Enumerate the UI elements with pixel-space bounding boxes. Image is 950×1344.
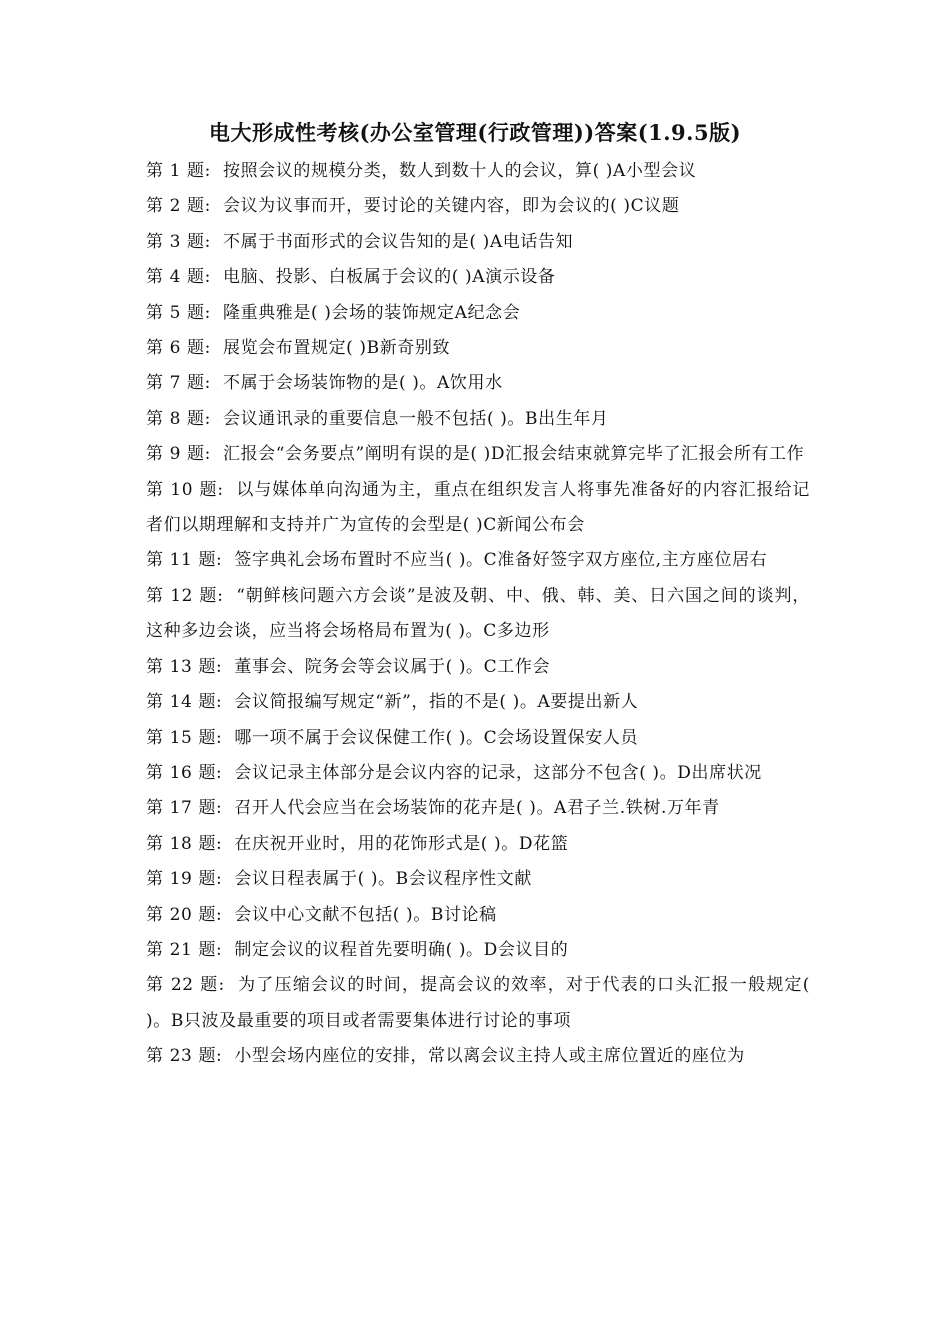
question-item [146,154,810,189]
question-item [146,721,810,756]
question-item [146,260,810,295]
question-text: 召开人代会应当在会场装饰的花卉是( )。A君子兰.铁树.万年青 [234,798,720,819]
question-number: 第 20 题: [146,904,223,925]
question-text: 董事会、院务会等会议属于( )。C工作会 [234,656,551,677]
question-item [146,827,810,862]
question-text: 会议简报编写规定“新”，指的不是( )。A要提出新人 [234,692,639,713]
question-number: 第 18 题: [146,833,223,854]
question-number: 第 13 题: [146,656,223,677]
question-number: 第 14 题: [146,692,223,713]
question-text: 小型会场内座位的安排，常以离会议主持人或主席位置近的座位为 [234,1046,745,1067]
question-number: 第 21 题: [146,939,223,960]
question-item [146,437,810,472]
question-item [146,366,810,401]
question-number: 第 23 题: [146,1046,223,1067]
question-text: 在庆祝开业时，用的花饰形式是( )。D花篮 [234,833,569,854]
question-item [146,685,810,720]
question-text: 会议日程表属于( )。B会议程序性文献 [234,869,532,890]
question-item [146,756,810,791]
question-text: 不属于会场装饰物的是( )。A饮用水 [222,373,503,394]
question-text: 隆重典雅是( )会场的装饰规定A纪念会 [222,302,521,323]
question-item [146,225,810,260]
question-text: 哪一项不属于会议保健工作( )。C会场设置保安人员 [234,727,639,748]
question-text: 会议通讯录的重要信息一般不包括( )。B出生年月 [222,408,609,429]
question-text: 电脑、投影、白板属于会议的( )A演示设备 [222,267,556,288]
question-text: 不属于书面形式的会议告知的是( )A电话告知 [222,231,574,252]
question-text: 汇报会“会务要点”阐明有误的是( )D汇报会结束就算完毕了汇报会所有工作 [222,444,805,465]
question-item [146,650,810,685]
question-item [146,296,810,331]
question-number: 第 8 题: [146,408,211,429]
question-number: 第 11 题: [146,550,223,571]
question-text: 以与媒体单向沟通为主，重点在组织发言人将事先准备好的内容汇报给记者们以期理解和支持并广为宣传的会型是( )C新闻公布会 [146,479,810,536]
question-number: 第 9 题: [146,444,211,465]
question-number: 第 12 题: [146,585,224,606]
question-number: 第 3 题: [146,231,211,252]
question-item [146,331,810,366]
question-number: 第 7 题: [146,373,211,394]
question-text: “朝鲜核问题六方会谈”是波及朝、中、俄、韩、美、日六国之间的谈判，这种多边会谈，应当将会场格局布置为( )。C多边形 [146,585,810,642]
question-item [146,898,810,933]
question-item [146,189,810,224]
question-text: 制定会议的议程首先要明确( )。D会议目的 [234,939,569,960]
question-number: 第 5 题: [146,302,211,323]
question-text: 按照会议的规模分类，数人到数十人的会议，算( )A小型会议 [222,161,697,181]
question-text: 为了压缩会议的时间，提高会议的效率，对于代表的口头汇报一般规定( )。B只波及最重要的项目或者需要集体进行讨论的事项 [146,975,810,1031]
question-number: 第 17 题: [146,798,223,819]
question-item [146,402,810,437]
question-number: 第 4 题: [146,267,211,288]
question-item [146,968,810,1039]
question-item [146,933,810,968]
question-text: 展览会布置规定( )B新奇别致 [222,338,451,359]
question-text: 会议中心文献不包括( )。B讨论稿 [234,904,497,925]
question-item [146,1039,810,1074]
question-number: 第 2 题: [146,196,211,217]
document-title: 电大形成性考核(办公室管理(行政管理))答案(1.9.5版) [208,120,742,145]
question-answer-list [146,154,810,1075]
question-text: 签字典礼会场布置时不应当( )。C准备好签字双方座位,主方座位居右 [234,550,768,571]
question-number: 第 10 题: [146,479,224,500]
question-item [146,543,810,578]
question-number: 第 22 题: [146,975,225,996]
question-number: 第 1 题: [146,161,211,181]
question-text: 会议记录主体部分是会议内容的记录，这部分不包含( )。D出席状况 [234,762,762,783]
question-number: 第 15 题: [146,727,223,748]
question-number: 第 19 题: [146,869,223,890]
question-number: 第 16 题: [146,762,223,783]
question-text: 会议为议事而开，要讨论的关键内容，即为会议的( )C议题 [222,196,680,217]
question-number: 第 6 题: [146,338,211,359]
question-item [146,862,810,897]
question-item [146,791,810,826]
question-item [146,473,810,544]
question-item [146,579,810,650]
